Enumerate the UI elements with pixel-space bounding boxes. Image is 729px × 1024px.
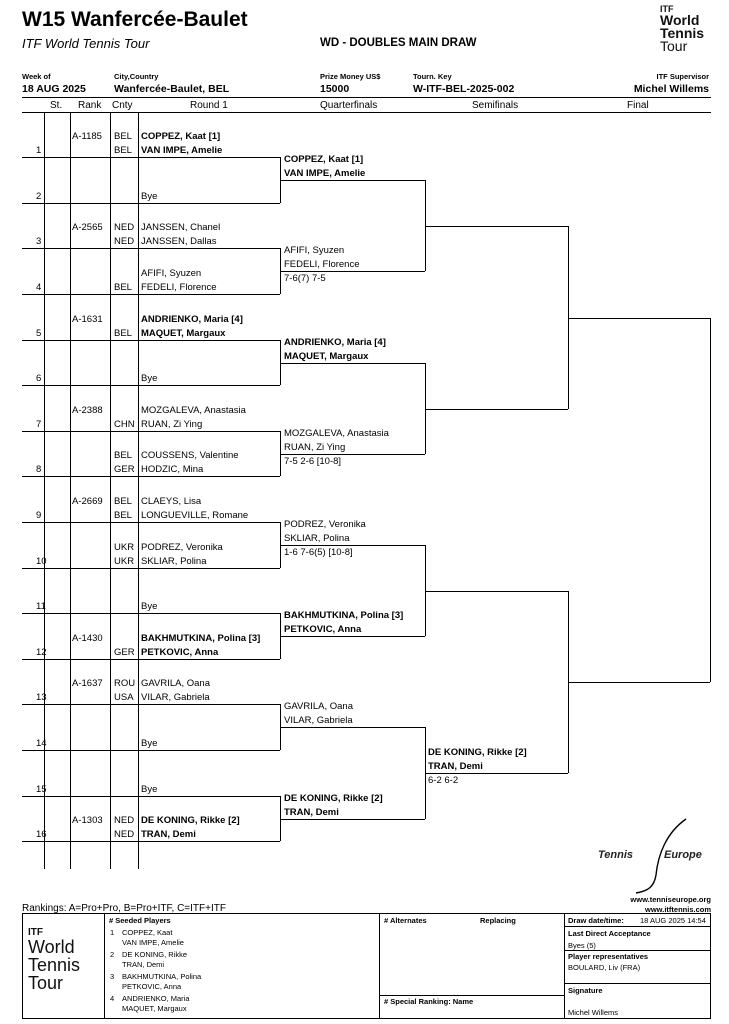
rankings-legend: Rankings: A=Pro+Pro, B=Pro+ITF, C=ITF+ITF	[22, 903, 226, 914]
footer-divider-3	[564, 913, 565, 1019]
seed-player-a: COPPEZ, Kaat	[122, 928, 173, 937]
col-semifinals: Semifinals	[472, 100, 519, 111]
seed-rank: A-2669	[72, 496, 103, 507]
country-2: NED	[114, 829, 135, 840]
seed-rank: A-1303	[72, 815, 103, 826]
header-bottom-rule	[22, 112, 711, 113]
draw-line-number: 7	[36, 419, 42, 430]
signature-label: Signature	[568, 986, 603, 995]
itf-world-tennis-tour-logo	[660, 4, 716, 53]
qf-player-1: MOZGALEVA, Anastasia	[284, 428, 389, 439]
draw-line-number: 12	[36, 647, 47, 658]
header-top-rule	[22, 97, 711, 98]
qf-line-rule	[280, 271, 425, 272]
player-1-name: JANSSEN, Chanel	[141, 222, 221, 233]
footer-rule-2	[564, 950, 711, 951]
seed-player-b: MAQUET, Margaux	[122, 1004, 187, 1013]
draw-line-rule	[22, 613, 280, 614]
qf-player-2: TRAN, Demi	[284, 807, 339, 818]
qf-player-1: COPPEZ, Kaat [1]	[284, 154, 364, 165]
country-1: BEL	[114, 496, 132, 507]
draw-line-rule	[22, 340, 280, 341]
draw-line-number: 8	[36, 464, 42, 475]
tourn-key-label: Tourn. Key	[413, 72, 452, 81]
sf-line-rule	[425, 226, 568, 227]
col-divider-cnty	[110, 112, 111, 869]
seed-rank: A-1631	[72, 314, 103, 325]
col-divider-rank	[70, 112, 71, 869]
final-line-rule	[568, 682, 710, 683]
player-2-name: Bye	[141, 784, 158, 795]
qf-line-rule	[280, 454, 425, 455]
player-2-name: VILAR, Gabriela	[141, 692, 210, 703]
itf-footer-logo	[28, 928, 100, 992]
seed-rank: A-1430	[72, 633, 103, 644]
player-1-name: BAKHMUTKINA, Polina [3]	[141, 633, 261, 644]
country-1: NED	[114, 815, 135, 826]
city-value: Wanfercée-Baulet, BEL	[114, 83, 230, 95]
footer-logo-line-3: Tour	[28, 973, 64, 993]
player-1-name: GAVRILA, Oana	[141, 678, 210, 689]
qf-line-rule	[280, 636, 425, 637]
replacing-title: Replacing	[480, 916, 516, 925]
draw-line-number: 5	[36, 328, 42, 339]
country-2: UKR	[114, 556, 135, 567]
itf-footer-mark: ITF	[28, 927, 43, 938]
seed-player-b: VAN IMPE, Amelie	[122, 938, 184, 947]
city-label: City,Country	[114, 72, 159, 81]
qf-line-rule	[280, 363, 425, 364]
country-2: USA	[114, 692, 134, 703]
week-value: 18 AUG 2025	[22, 83, 86, 95]
seed-rank: A-1637	[72, 678, 103, 689]
qf-score: 7-6(7) 7-5	[284, 273, 326, 284]
country-1: ROU	[114, 678, 136, 689]
draw-line-rule	[22, 385, 280, 386]
tournament-title: W15 Wanfercée-Baulet	[22, 8, 248, 31]
draw-type: WD - DOUBLES MAIN DRAW	[320, 37, 477, 49]
country-1: NED	[114, 222, 135, 233]
draw-line-rule	[22, 203, 280, 204]
qf-player-2: VILAR, Gabriela	[284, 715, 353, 726]
qf-line-rule	[280, 819, 425, 820]
country-2: BEL	[114, 328, 132, 339]
prize-label: Prize Money US$	[320, 72, 381, 81]
player-2-name: FEDELI, Florence	[141, 282, 217, 293]
tennis-europe-left: Tennis	[598, 849, 634, 861]
draw-line-rule	[22, 659, 280, 660]
special-ranking-rule	[379, 995, 564, 996]
col-final: Final	[627, 100, 649, 111]
qf-player-1: BAKHMUTKINA, Polina [3]	[284, 610, 404, 621]
seed-player-a: ANDRIENKO, Maria	[122, 994, 190, 1003]
seed-player-a: DE KONING, Rikke	[122, 950, 188, 959]
country-2: GER	[114, 464, 135, 475]
qf-player-2: FEDELI, Florence	[284, 259, 360, 270]
sf-player-2: TRAN, Demi	[428, 761, 483, 772]
sf-line-rule	[425, 409, 568, 410]
draw-line-rule	[22, 841, 280, 842]
draw-line-number: 9	[36, 510, 42, 521]
qf-line-rule	[280, 545, 425, 546]
player-1-name: DE KONING, Rikke [2]	[141, 815, 240, 826]
qf-player-2: MAQUET, Margaux	[284, 351, 369, 362]
qf-line-rule	[280, 180, 425, 181]
prize-value: 15000	[320, 83, 350, 95]
draw-line-number: 16	[36, 829, 47, 840]
sf-line-rule	[425, 591, 568, 592]
draw-line-number: 15	[36, 784, 47, 795]
footer-rule-3	[564, 983, 711, 984]
draw-line-rule	[22, 157, 280, 158]
footer-divider-2	[379, 913, 380, 1019]
footer-rule-1	[564, 926, 711, 927]
player-2-name: SKLIAR, Polina	[141, 556, 207, 567]
qf-player-2: VAN IMPE, Amelie	[284, 168, 366, 179]
tenniseurope-url: www.tenniseurope.org	[630, 895, 711, 904]
seed-player-a: BAKHMUTKINA, Polina	[122, 972, 202, 981]
player-1-name: COPPEZ, Kaat [1]	[141, 131, 221, 142]
col-divider-st	[44, 112, 45, 869]
seed-number: 2	[110, 950, 115, 959]
qf-score: 1-6 7-6(5) [10-8]	[284, 547, 353, 558]
player-1-name: COUSSENS, Valentine	[141, 450, 239, 461]
supervisor-value: Michel Willems	[633, 83, 709, 95]
player-2-name: Bye	[141, 373, 158, 384]
rep-value: BOULARD, Liv (FRA)	[568, 963, 641, 972]
tennis-europe-right: Europe	[664, 849, 702, 861]
final-line-rule	[568, 318, 710, 319]
footer-logo-line-2: Tennis	[28, 955, 81, 975]
draw-line-rule	[22, 750, 280, 751]
seed-rank: A-1185	[72, 131, 102, 142]
footer-divider-1	[104, 913, 105, 1019]
week-label: Week of	[22, 72, 51, 81]
player-2-name: VAN IMPE, Amelie	[141, 145, 223, 156]
draw-line-number: 4	[36, 282, 42, 293]
logo-line-1: World	[660, 12, 700, 28]
itf-logo-mark: ITF	[660, 4, 674, 14]
qf-player-1: ANDRIENKO, Maria [4]	[284, 337, 386, 348]
supervisor-label: ITF Supervisor	[656, 72, 709, 81]
draw-line-rule	[22, 796, 280, 797]
draw-line-number: 3	[36, 236, 42, 247]
draw-line-rule	[22, 294, 280, 295]
country-2: BEL	[114, 282, 132, 293]
player-2-name: HODZIC, Mina	[141, 464, 204, 475]
lda-label: Last Direct Acceptance	[568, 929, 651, 938]
qf-player-1: PODREZ, Veronika	[284, 519, 366, 530]
player-2-name: Bye	[141, 191, 158, 202]
draw-date-value: 18 AUG 2025 14:54	[640, 916, 706, 925]
col-cnty: Cnty	[112, 100, 133, 111]
draw-line-rule	[22, 522, 280, 523]
qf-player-2: PETKOVIC, Anna	[284, 624, 362, 635]
signature-value: Michel Willems	[568, 1008, 619, 1017]
player-2-name: MAQUET, Margaux	[141, 328, 226, 339]
sf-line-rule	[425, 773, 568, 774]
country-2: GER	[114, 647, 135, 658]
sf-player-1: DE KONING, Rikke [2]	[428, 747, 527, 758]
draw-line-rule	[22, 248, 280, 249]
country-1: UKR	[114, 542, 135, 553]
player-1-name: ANDRIENKO, Maria [4]	[141, 314, 243, 325]
sf-score: 6-2 6-2	[428, 775, 459, 786]
col-st: St.	[50, 100, 63, 111]
player-1-name: CLAEYS, Lisa	[141, 496, 202, 507]
seeded-players-title: # Seeded Players	[109, 916, 171, 925]
special-ranking-title: # Special Ranking: Name	[384, 997, 474, 1006]
draw-line-number: 11	[36, 601, 46, 612]
logo-line-2: Tennis	[660, 25, 705, 41]
country-2: BEL	[114, 510, 132, 521]
qf-player-1: GAVRILA, Oana	[284, 701, 353, 712]
draw-line-rule	[22, 568, 280, 569]
final-connector	[710, 318, 711, 682]
draw-date-label: Draw date/time:	[568, 916, 624, 925]
player-1-name: PODREZ, Veronika	[141, 542, 223, 553]
country-2: BEL	[114, 145, 132, 156]
col-round1: Round 1	[190, 100, 228, 111]
seed-number: 3	[110, 972, 115, 981]
logo-line-3: Tour	[660, 38, 688, 54]
player-1-name: MOZGALEVA, Anastasia	[141, 405, 246, 416]
itftennis-url: www.itftennis.com	[645, 905, 711, 914]
tourn-key-value: W-ITF-BEL-2025-002	[413, 83, 515, 95]
qf-player-2: RUAN, Zi Ying	[284, 442, 346, 453]
qf-line-rule	[280, 727, 425, 728]
draw-line-rule	[22, 476, 280, 477]
draw-line-number: 13	[36, 692, 47, 703]
player-2-name: TRAN, Demi	[141, 829, 196, 840]
seed-number: 1	[110, 928, 115, 937]
qf-player-1: DE KONING, Rikke [2]	[284, 793, 383, 804]
country-2: NED	[114, 236, 135, 247]
country-1: BEL	[114, 450, 132, 461]
lda-value: Byes (5)	[568, 941, 596, 950]
footer-logo-line-1: World	[28, 937, 75, 957]
player-2-name: RUAN, Zi Ying	[141, 419, 203, 430]
qf-score: 7-5 2-6 [10-8]	[284, 456, 342, 467]
player-2-name: Bye	[141, 738, 158, 749]
qf-player-1: AFIFI, Syuzen	[284, 245, 345, 256]
seed-player-b: TRAN, Demi	[122, 960, 165, 969]
draw-line-number: 14	[36, 738, 47, 749]
player-1-name: AFIFI, Syuzen	[141, 268, 202, 279]
seed-rank: A-2565	[72, 222, 103, 233]
alternates-title: # Alternates	[384, 916, 427, 925]
seed-number: 4	[110, 994, 115, 1003]
draw-line-number: 6	[36, 373, 42, 384]
col-rank: Rank	[78, 100, 102, 111]
draw-line-rule	[22, 704, 280, 705]
seed-rank: A-2388	[72, 405, 103, 416]
draw-line-number: 10	[36, 556, 47, 567]
col-divider-round1	[138, 112, 139, 869]
player-2-name: Bye	[141, 601, 158, 612]
player-2-name: JANSSEN, Dallas	[141, 236, 217, 247]
tour-subtitle: ITF World Tennis Tour	[22, 36, 150, 51]
player-2-name: LONGUEVILLE, Romane	[141, 510, 249, 521]
col-quarterfinals: Quarterfinals	[320, 100, 378, 111]
country-2: CHN	[114, 419, 135, 430]
qf-player-2: SKLIAR, Polina	[284, 533, 350, 544]
draw-line-number: 1	[36, 145, 42, 156]
country-1: BEL	[114, 131, 132, 142]
rep-label: Player representatives	[568, 952, 649, 961]
seed-player-b: PETKOVIC, Anna	[122, 982, 182, 991]
draw-line-rule	[22, 431, 280, 432]
player-2-name: PETKOVIC, Anna	[141, 647, 219, 658]
draw-line-number: 2	[36, 191, 42, 202]
